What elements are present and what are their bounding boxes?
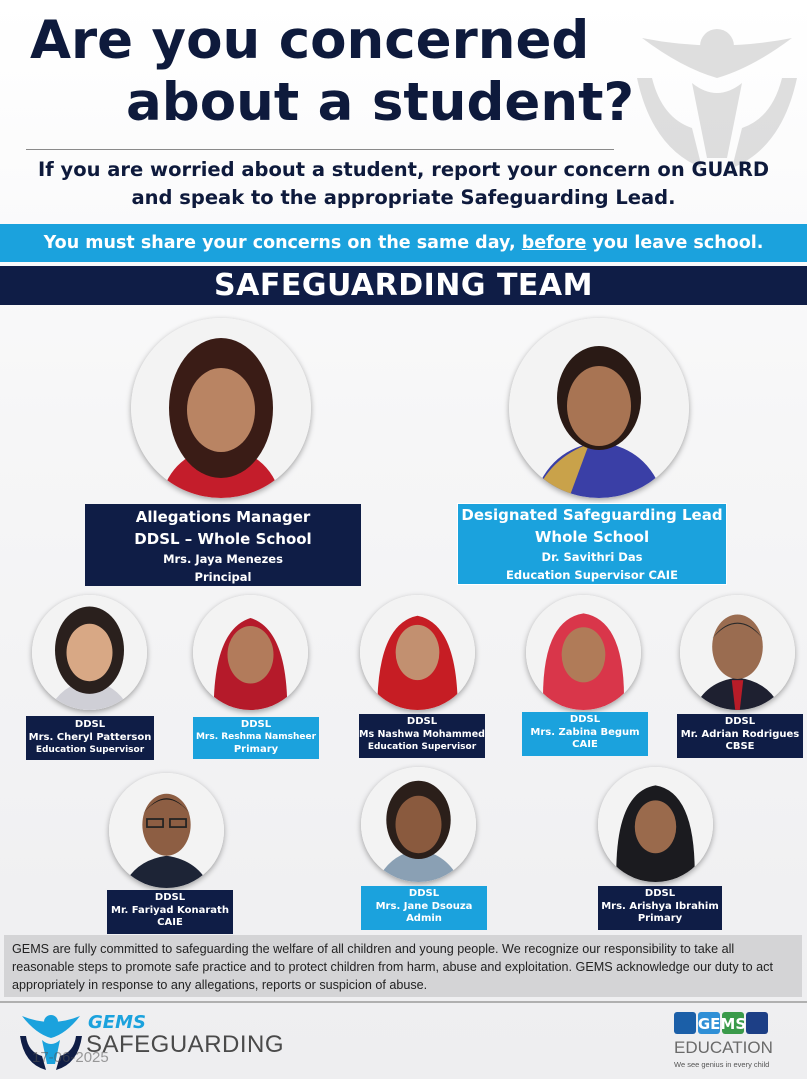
- safeguarding-hands-watermark-icon: [632, 8, 802, 178]
- same-day-text-1: You must share your concerns on the same day,: [43, 233, 522, 253]
- lead-1-name: Mrs. Jaya Menezes: [163, 552, 283, 566]
- lead-2-line1: Designated Safeguarding Lead: [461, 506, 723, 524]
- lead-photo-1: [131, 318, 311, 498]
- staff-8-role: Primary: [637, 913, 683, 924]
- lead-card-2: [457, 503, 727, 585]
- team-banner: SAFEGUARDING TEAM: [0, 266, 807, 305]
- lead-1-line2: DDSL – Whole School: [134, 530, 312, 548]
- staff-card-3: [359, 714, 485, 758]
- gems-brand-text: GEMS: [88, 1012, 146, 1033]
- staff-6-role: CAIE: [157, 917, 183, 928]
- page-title: [30, 10, 650, 134]
- same-day-text-2: you leave school.: [586, 233, 764, 253]
- staff-8-label: DDSL: [644, 888, 676, 899]
- gems-education-logo-text: GEMS: [697, 1015, 747, 1033]
- staff-2-role: Primary: [233, 744, 279, 755]
- staff-3-role: Education Supervisor: [367, 742, 477, 752]
- education-brand-text: EDUCATION: [674, 1038, 773, 1057]
- footer-divider: [0, 1001, 807, 1003]
- staff-photo-2: [193, 595, 308, 710]
- subheading: [0, 156, 807, 212]
- commitment-statement: GEMS are fully committed to safeguarding the welfare of all children and young people. We recognize our responsibility to take all reasonable steps to promote safe practice and to protect children from harm, abuse and exploitation. GEMS acknowledge our duty to act appropriately in response to any allegations, reports or suspicion of abuse.: [4, 935, 802, 997]
- staff-4-name: Mrs. Zabina Begum: [530, 727, 640, 738]
- staff-1-role: Education Supervisor: [35, 745, 145, 755]
- staff-2-label: DDSL: [240, 719, 272, 730]
- staff-6-label: DDSL: [154, 892, 186, 903]
- staff-3-label: DDSL: [406, 716, 438, 727]
- lead-2-name: Dr. Savithri Das: [541, 550, 643, 564]
- title-line-1: Are you concerned: [30, 10, 590, 71]
- subheading-line-2: and speak to the appropriate Safeguarding Lead.: [131, 186, 676, 209]
- date-stamp: 17-06-2025: [32, 1049, 109, 1066]
- staff-card-7: [361, 886, 487, 930]
- staff-6-name: Mr. Fariyad Konarath: [111, 905, 229, 916]
- brand-tagline: We see genius in every child: [674, 1060, 770, 1069]
- staff-card-1: [26, 716, 154, 760]
- title-line-2: about a student?: [126, 72, 635, 133]
- staff-5-label: DDSL: [724, 716, 756, 727]
- staff-3-name: Ms Nashwa Mohammed: [359, 729, 485, 740]
- staff-card-2: [193, 717, 319, 759]
- staff-7-name: Mrs. Jane Dsouza: [375, 901, 473, 912]
- lead-1-role: Principal: [194, 570, 252, 584]
- same-day-underlined: before: [521, 233, 587, 253]
- staff-7-label: DDSL: [408, 888, 440, 899]
- staff-1-name: Mrs. Cheryl Patterson: [28, 732, 152, 743]
- subheading-line-1: If you are worried about a student, report your concern on GUARD: [37, 158, 770, 181]
- staff-2-name: Mrs. Reshma Namsheer: [195, 732, 317, 742]
- title-divider: [26, 149, 614, 150]
- staff-7-role: Admin: [406, 913, 442, 924]
- staff-card-4: [522, 712, 648, 756]
- staff-card-6: [107, 890, 233, 934]
- staff-8-name: Mrs. Arishya Ibrahim: [601, 901, 719, 912]
- same-day-banner: [0, 224, 807, 262]
- staff-photo-4: [526, 595, 641, 710]
- staff-4-role: CAIE: [572, 739, 598, 750]
- staff-5-name: Mr. Adrian Rodrigues: [680, 729, 800, 740]
- lead-2-role: Education Supervisor CAIE: [506, 568, 678, 582]
- lead-2-line2: Whole School: [534, 528, 650, 546]
- staff-5-role: CBSE: [725, 741, 755, 752]
- staff-card-5: [677, 714, 803, 758]
- staff-photo-5: [680, 595, 795, 710]
- staff-card-8: [598, 886, 722, 930]
- staff-1-label: DDSL: [74, 719, 106, 730]
- staff-photo-8: [598, 767, 713, 882]
- safeguarding-brand-text: SAFEGUARDING: [86, 1031, 285, 1058]
- staff-photo-7: [361, 767, 476, 882]
- lead-1-line1: Allegations Manager: [135, 508, 311, 526]
- lead-card-1: [85, 504, 361, 586]
- staff-photo-3: [360, 595, 475, 710]
- staff-photo-6: [109, 773, 224, 888]
- gems-education-logo-icon: [674, 1010, 770, 1036]
- lead-photo-2: [509, 318, 689, 498]
- staff-photo-1: [32, 595, 147, 710]
- staff-4-label: DDSL: [569, 714, 601, 725]
